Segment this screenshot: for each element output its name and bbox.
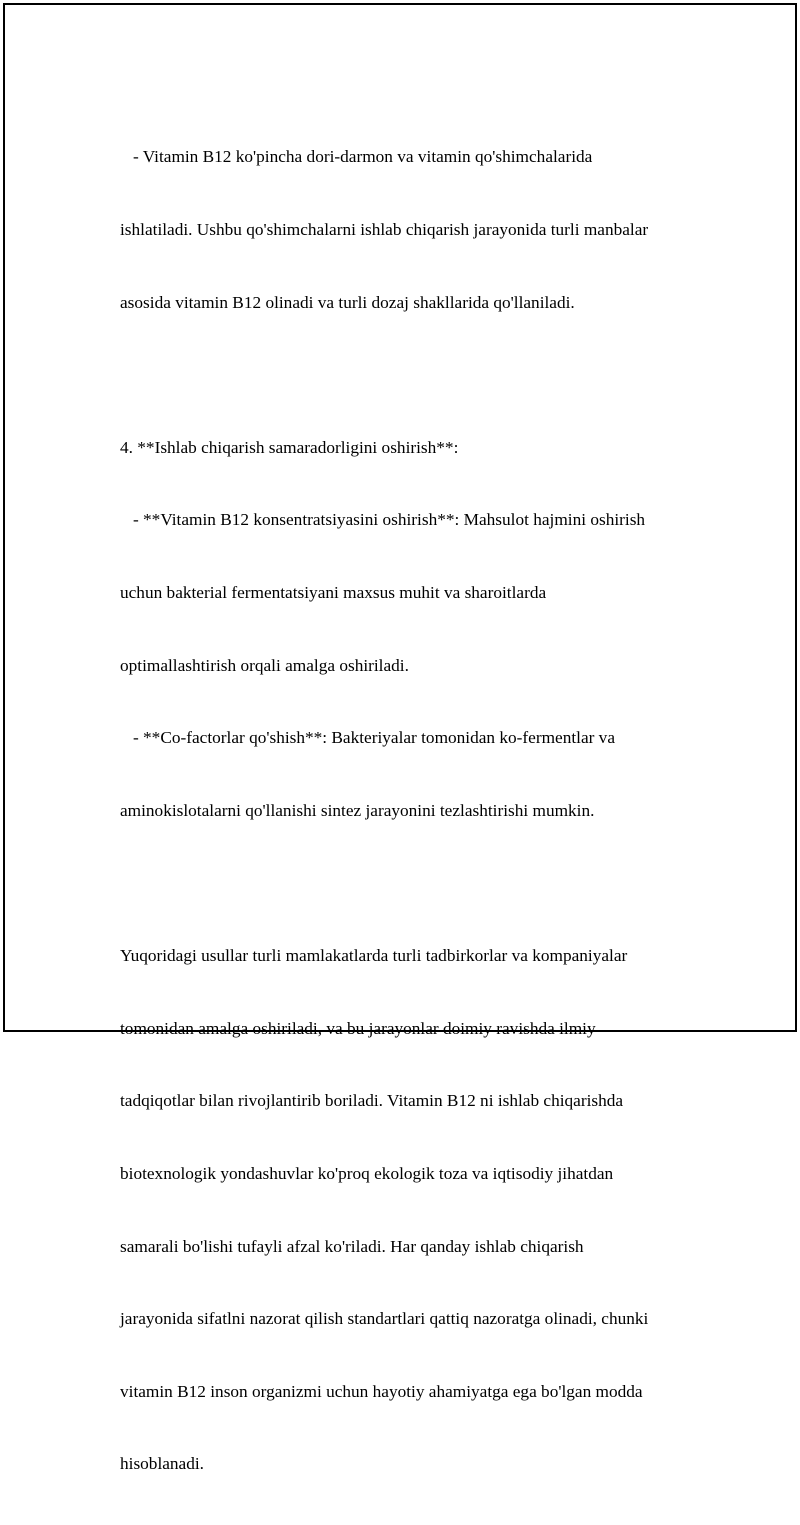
paragraph-production-efficiency bbox=[120, 387, 700, 871]
text-line: vitamin B12 inson organizmi uchun hayotiy ahamiyatga ega bo'lgan modda bbox=[120, 1381, 643, 1401]
paragraph-spacer bbox=[120, 363, 700, 387]
text-line: - **Vitamin B12 konsentratsiyasini oshirish**: Mahsulot hajmini oshirish bbox=[120, 510, 646, 530]
text-line: samarali bo'lishi tufayli afzal ko'riladi. Har qanday ishlab chiqarish bbox=[120, 1236, 584, 1256]
text-line: uchun bakterial fermentatsiyani maxsus muhit va sharoitlarda bbox=[120, 583, 547, 603]
text-line: optimallashtirish orqali amalga oshiriladi. bbox=[120, 655, 409, 675]
text-line: jarayonida sifatlni nazorat qilish standartlari qattiq nazoratga olinadi, chunki bbox=[120, 1309, 649, 1329]
text-line: hisoblanadi. bbox=[120, 1454, 204, 1474]
document-page bbox=[3, 3, 797, 1474]
text-line: ishlatiladi. Ushbu qo'shimchalarni ishlab chiqarish jarayonida turli manbalar bbox=[120, 220, 649, 240]
text-line: tomonidan amalga oshiriladi, va bu jarayonlar doimiy ravishda ilmiy bbox=[120, 1018, 596, 1038]
paragraph-spacer bbox=[120, 871, 700, 895]
paragraph-conclusion bbox=[120, 896, 700, 1525]
text-line: Yuqoridagi usullar turli mamlakatlarda turli tadbirkorlar va kompaniyalar bbox=[120, 946, 628, 966]
text-line: - Vitamin B12 ko'pincha dori-darmon va vitamin qo'shimchalarida bbox=[120, 147, 593, 167]
paragraph-vitamin-supplements bbox=[120, 97, 700, 363]
document-body bbox=[120, 97, 700, 1525]
text-line: biotexnologik yondashuvlar ko'proq ekologik toza va iqtisodiy jihatdan bbox=[120, 1163, 614, 1183]
text-line: aminokislotalarni qo'llanishi sintez jarayonini tezlashtirishi mumkin. bbox=[120, 800, 595, 820]
section-heading-line: 4. **Ishlab chiqarish samaradorligini oshirish**: bbox=[120, 437, 459, 457]
text-line: tadqiqotlar bilan rivojlantirib boriladi. Vitamin B12 ni ishlab chiqarishda bbox=[120, 1091, 624, 1111]
text-line: - **Co-factorlar qo'shish**: Bakteriyalar tomonidan ko-fermentlar va bbox=[120, 728, 615, 748]
text-line: asosida vitamin B12 olinadi va turli dozaj shakllarida qo'llaniladi. bbox=[120, 292, 575, 312]
